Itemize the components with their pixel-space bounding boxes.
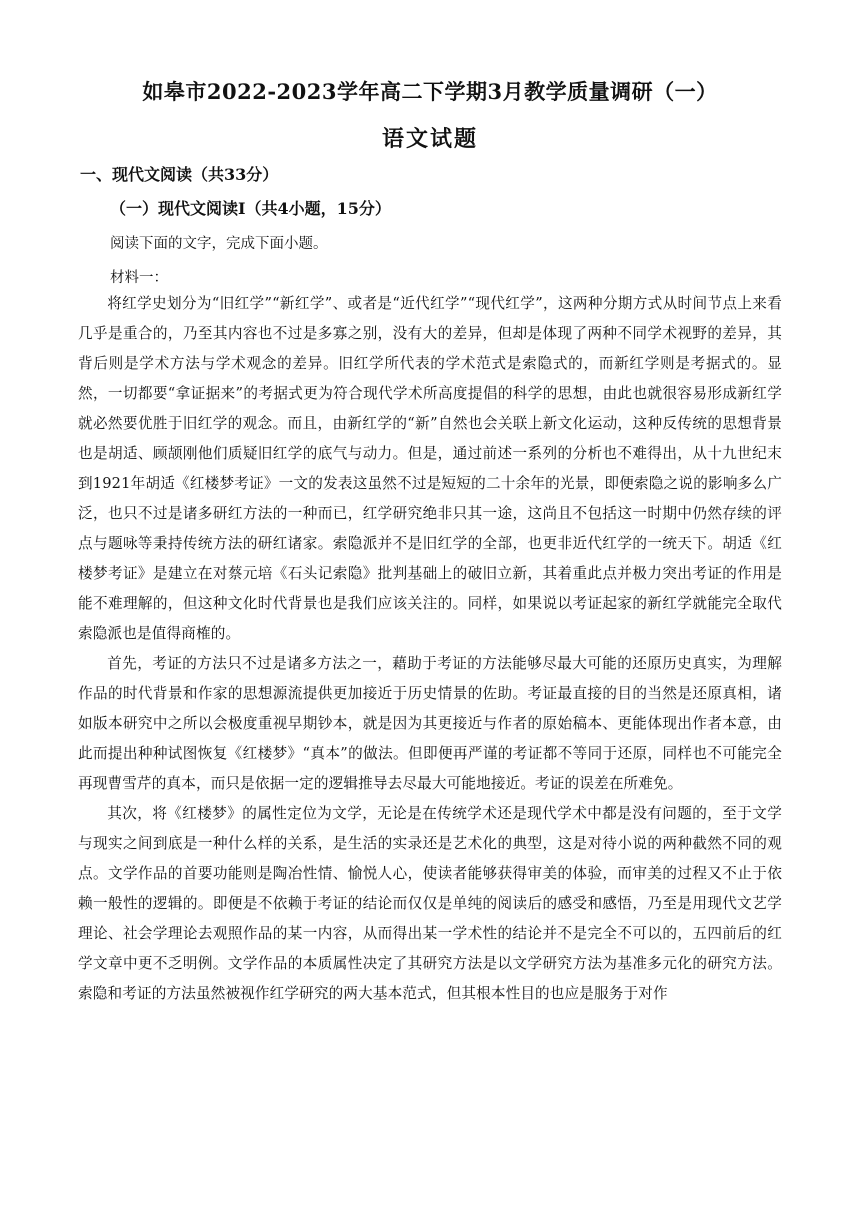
section-heading: 一、现代文阅读（共33分） <box>80 165 279 184</box>
reading-instruction: 阅读下面的文字，完成下面小题。 <box>110 236 328 252</box>
paragraph-3: 其次，将《红楼梦》的属性定位为文学，无论是在传统学术还是现代学术中都是没有问题的，至于文学与现实之间到底是一种什么样的关系，是生活的实录还是艺术化的典型，这是对待小说的两种截然不同的观点。文学作品的首要功能则是陶冶性情、愉悦人心，使读者能够获得审美的体验，而审美的过程又不止于依赖一般性的逻辑的。即便是不依赖于考证的结论而仅仅是单纯的阅读后的感受和感悟，乃至是用现代文艺学理论、社会学理论去观照作品的某一内容，从而得出某一学术性的结论并不是完全不可以的，五四前后的红学文章中更不乏明例。文学作品的本质属性决定了其研究方法是以文学研究方法为基准多元化的研究方法。索隐和考证的方法虽然被视作红学研究的两大基本范式，但其根本性目的也应是服务于对作 <box>78 805 782 1002</box>
document-subtitle: 语文试题 <box>381 126 478 152</box>
subsection-heading: （一）现代文阅读Ⅰ（共4小题，15分） <box>110 199 391 218</box>
paragraph-2: 首先，考证的方法只不过是诸多方法之一，藉助于考证的方法能够尽最大可能的还原历史真实，为理解作品的时代背景和作家的思想源流提供更加接近于历史情景的佐助。考证最直接的目的当然是还原真相，诸如版本研究中之所以会极度重视早期钞本，就是因为其更接近与作者的原始稿本、更能体现出作者本意，由此而提出种种试图恢复《红楼梦》“真本”的做法。但即便再严谨的考证都不等同于还原，同样也不可能完全再现曹雪芹的真本，而只是依据一定的逻辑推导去尽最大可能地接近。考证的误差在所难免。 <box>78 655 782 792</box>
paragraph-1: 将红学史划分为“旧红学”“新红学”、或者是“近代红学”“现代红学”，这两种分期方式从时间节点上来看几乎是重合的，乃至其内容也不过是多寡之别，没有大的差异，但却是体现了两种不同学术视野的差异，其背后则是学术方法与学术观念的差异。旧红学所代表的学术范式是索隐式的，而新红学则是考据式的。显然，一切都要“拿证据来”的考据式更为符合现代学术所高度提倡的科学的思想，由此也就很容易形成新红学就必然要优胜于旧红学的观念。而且，由新红学的“新”自然也会关联上新文化运动，这种反传统的思想背景也是胡适、顾颉刚他们质疑旧红学的底气与动力。但是，通过前述一系列的分析也不难得出，从十九世纪末到1921年胡适《红楼梦考证》一文的发表这虽然不过是短短的二十余年的光景，即便索隐之说的影响多么广泛，也只不过是诸多研红方法的一种而已，红学研究绝非只其一途，这尚且不包括这一时期中仍然存续的评点与题咏等秉持传统方法的研红诸家。索隐派并不是旧红学的全部，也更非近代红学的一统天下。胡适《红楼梦考证》是建立在对蔡元培《石头记索隐》批判基础上的破旧立新，其着重此点并极力突出考证的作用是能不难理解的，但这种文化时代背景也是我们应该关注的。同样，如果说以考证起家的新红学就能完全取代索隐派也是值得商榷的。 <box>78 295 782 642</box>
document-title: 如皋市2022-2023学年高二下学期3月教学质量调研（一） <box>142 79 718 104</box>
material-label: 材料一： <box>110 270 168 286</box>
article-body <box>78 289 782 1009</box>
